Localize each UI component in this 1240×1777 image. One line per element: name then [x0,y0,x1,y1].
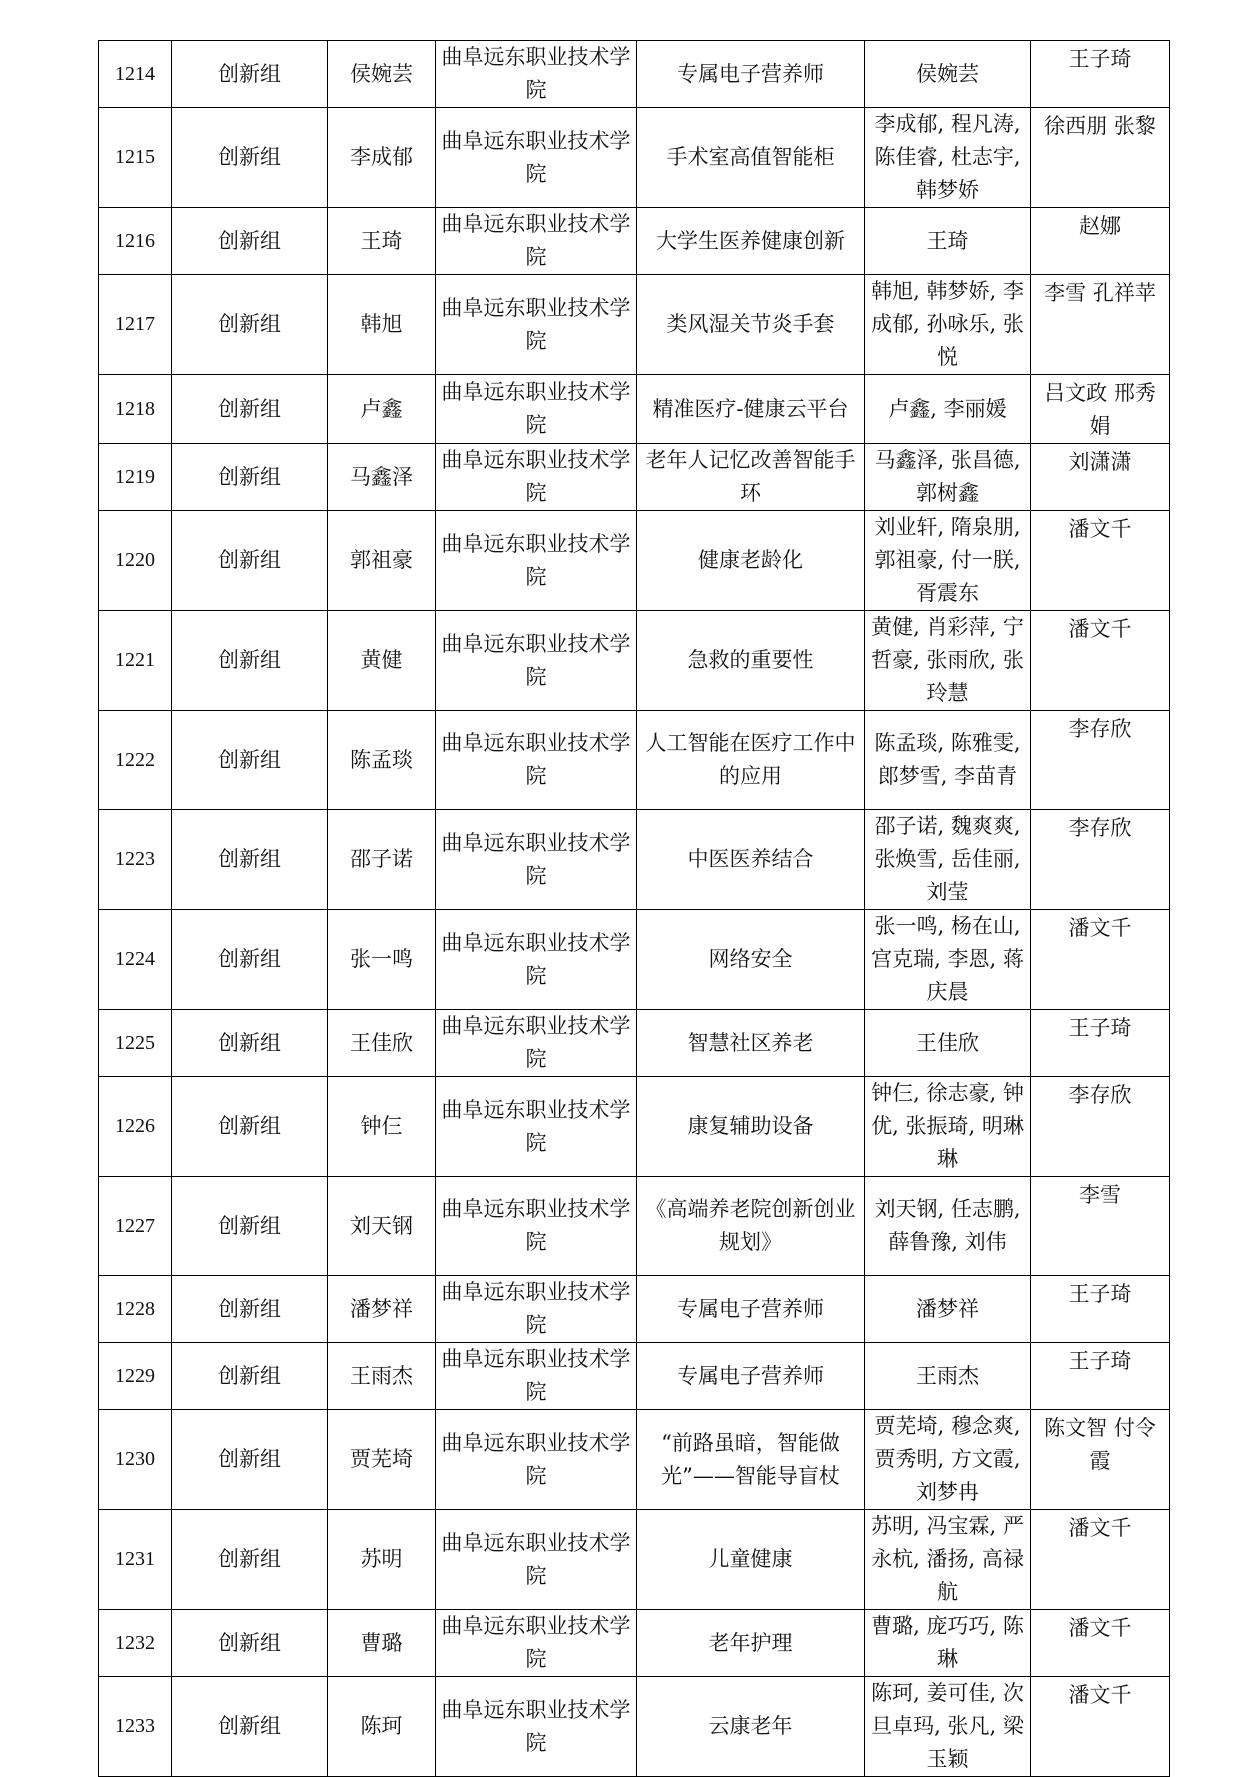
school-name: 曲阜远东职业技术学院 [436,108,637,208]
team-members: 苏明, 冯宝霖, 严永杭, 潘扬, 高禄航 [865,1510,1031,1610]
table-row [99,511,1170,611]
group-name: 创新组 [172,611,328,711]
advisor-names: 潘文千 [1031,1510,1170,1610]
group-name: 创新组 [172,1610,328,1677]
project-title: 中医医养结合 [637,810,865,910]
advisor-names: 王子琦 [1031,1010,1170,1077]
group-name: 创新组 [172,375,328,444]
school-name: 曲阜远东职业技术学院 [436,511,637,611]
advisor-names: 王子琦 [1031,1343,1170,1410]
school-name: 曲阜远东职业技术学院 [436,1077,637,1177]
team-leader: 钟仨 [328,1077,436,1177]
entry-id: 1228 [99,1276,172,1343]
table-row [99,108,1170,208]
table-row [99,444,1170,511]
group-name: 创新组 [172,711,328,810]
school-name: 曲阜远东职业技术学院 [436,1276,637,1343]
group-name: 创新组 [172,910,328,1010]
project-title: 大学生医养健康创新 [637,208,865,275]
school-name: 曲阜远东职业技术学院 [436,375,637,444]
team-members: 钟仨, 徐志豪, 钟优, 张振琦, 明琳琳 [865,1077,1031,1177]
team-members: 王佳欣 [865,1010,1031,1077]
school-name: 曲阜远东职业技术学院 [436,810,637,910]
advisor-names: 李存欣 [1031,1077,1170,1177]
group-name: 创新组 [172,208,328,275]
project-title: 云康老年 [637,1677,865,1777]
entry-id: 1227 [99,1177,172,1276]
table-row [99,810,1170,910]
group-name: 创新组 [172,1343,328,1410]
entry-id: 1233 [99,1677,172,1777]
advisor-names: 李存欣 [1031,711,1170,810]
table-row [99,1177,1170,1276]
team-leader: 王佳欣 [328,1010,436,1077]
entry-id: 1223 [99,810,172,910]
school-name: 曲阜远东职业技术学院 [436,444,637,511]
advisor-names: 潘文千 [1031,511,1170,611]
project-title: 急救的重要性 [637,611,865,711]
team-leader: 韩旭 [328,275,436,375]
team-members: 黄健, 肖彩萍, 宁哲豪, 张雨欣, 张玲慧 [865,611,1031,711]
team-leader: 刘天钢 [328,1177,436,1276]
entry-id: 1232 [99,1610,172,1677]
table-row [99,1010,1170,1077]
project-title: 专属电子营养师 [637,41,865,108]
entry-id: 1224 [99,910,172,1010]
team-members: 王琦 [865,208,1031,275]
group-name: 创新组 [172,511,328,611]
table-row [99,1343,1170,1410]
project-title: 儿童健康 [637,1510,865,1610]
group-name: 创新组 [172,444,328,511]
school-name: 曲阜远东职业技术学院 [436,1343,637,1410]
entry-id: 1215 [99,108,172,208]
advisor-names: 刘潇潇 [1031,444,1170,511]
school-name: 曲阜远东职业技术学院 [436,208,637,275]
advisor-names: 李存欣 [1031,810,1170,910]
roster-table [98,40,1170,1777]
advisor-names: 潘文千 [1031,1677,1170,1777]
entry-id: 1214 [99,41,172,108]
group-name: 创新组 [172,1177,328,1276]
entry-id: 1226 [99,1077,172,1177]
team-leader: 邵子诺 [328,810,436,910]
project-title: 精准医疗-健康云平台 [637,375,865,444]
table-row [99,1077,1170,1177]
team-members: 贾芜埼, 穆念爽, 贾秀明, 方文霞, 刘梦冉 [865,1410,1031,1510]
team-members: 马鑫泽, 张昌德, 郭树鑫 [865,444,1031,511]
team-members: 陈珂, 姜可佳, 次旦卓玛, 张凡, 梁玉颖 [865,1677,1031,1777]
team-leader: 马鑫泽 [328,444,436,511]
table-row [99,375,1170,444]
roster-body [99,41,1170,1777]
school-name: 曲阜远东职业技术学院 [436,1510,637,1610]
table-row [99,1610,1170,1677]
team-leader: 曹璐 [328,1610,436,1677]
table-row [99,711,1170,810]
advisor-names: 王子琦 [1031,1276,1170,1343]
team-leader: 潘梦祥 [328,1276,436,1343]
team-members: 刘天钢, 任志鹏, 薛鲁豫, 刘伟 [865,1177,1031,1276]
table-row [99,1276,1170,1343]
team-members: 潘梦祥 [865,1276,1031,1343]
team-leader: 郭祖豪 [328,511,436,611]
school-name: 曲阜远东职业技术学院 [436,1410,637,1510]
table-row [99,1410,1170,1510]
school-name: 曲阜远东职业技术学院 [436,275,637,375]
school-name: 曲阜远东职业技术学院 [436,1010,637,1077]
project-title: 老年护理 [637,1610,865,1677]
project-title: 类风湿关节炎手套 [637,275,865,375]
entry-id: 1230 [99,1410,172,1510]
advisor-names: 陈文智 付令霞 [1031,1410,1170,1510]
advisor-names: 潘文千 [1031,1610,1170,1677]
team-leader: 卢鑫 [328,375,436,444]
table-row [99,1677,1170,1777]
entry-id: 1225 [99,1010,172,1077]
project-title: 老年人记忆改善智能手环 [637,444,865,511]
advisor-names: 潘文千 [1031,910,1170,1010]
entry-id: 1222 [99,711,172,810]
team-leader: 王琦 [328,208,436,275]
entry-id: 1217 [99,275,172,375]
team-leader: 黄健 [328,611,436,711]
group-name: 创新组 [172,1410,328,1510]
group-name: 创新组 [172,1077,328,1177]
team-members: 卢鑫, 李丽媛 [865,375,1031,444]
group-name: 创新组 [172,1510,328,1610]
group-name: 创新组 [172,1677,328,1777]
project-title: 专属电子营养师 [637,1343,865,1410]
table-row [99,611,1170,711]
team-members: 李成郁, 程凡涛, 陈佳睿, 杜志宇, 韩梦娇 [865,108,1031,208]
table-row [99,910,1170,1010]
table-row [99,275,1170,375]
team-members: 陈孟琰, 陈雅雯, 郎梦雪, 李苗青 [865,711,1031,810]
team-members: 刘业轩, 隋泉朋, 郭祖豪, 付一朕, 胥震东 [865,511,1031,611]
table-row [99,1510,1170,1610]
group-name: 创新组 [172,275,328,375]
team-leader: 张一鸣 [328,910,436,1010]
team-leader: 陈孟琰 [328,711,436,810]
project-title: 智慧社区养老 [637,1010,865,1077]
project-title: 健康老龄化 [637,511,865,611]
table-row [99,41,1170,108]
advisor-names: 徐西朋 张黎 [1031,108,1170,208]
advisor-names: 潘文千 [1031,611,1170,711]
school-name: 曲阜远东职业技术学院 [436,41,637,108]
team-leader: 陈珂 [328,1677,436,1777]
school-name: 曲阜远东职业技术学院 [436,1677,637,1777]
entry-id: 1220 [99,511,172,611]
advisor-names: 吕文政 邢秀娟 [1031,375,1170,444]
team-leader: 侯婉芸 [328,41,436,108]
table-row [99,208,1170,275]
entry-id: 1231 [99,1510,172,1610]
group-name: 创新组 [172,41,328,108]
school-name: 曲阜远东职业技术学院 [436,1610,637,1677]
project-title: “前路虽暗，智能做光”——智能导盲杖 [637,1410,865,1510]
entry-id: 1229 [99,1343,172,1410]
team-leader: 李成郁 [328,108,436,208]
team-members: 王雨杰 [865,1343,1031,1410]
entry-id: 1219 [99,444,172,511]
project-title: 专属电子营养师 [637,1276,865,1343]
team-members: 侯婉芸 [865,41,1031,108]
project-title: 《高端养老院创新创业规划》 [637,1177,865,1276]
school-name: 曲阜远东职业技术学院 [436,1177,637,1276]
school-name: 曲阜远东职业技术学院 [436,910,637,1010]
team-members: 曹璐, 庞巧巧, 陈琳 [865,1610,1031,1677]
advisor-names: 李雪 孔祥苹 [1031,275,1170,375]
entry-id: 1221 [99,611,172,711]
advisor-names: 王子琦 [1031,41,1170,108]
team-members: 韩旭, 韩梦娇, 李成郁, 孙咏乐, 张悦 [865,275,1031,375]
group-name: 创新组 [172,810,328,910]
team-members: 张一鸣, 杨在山, 宫克瑞, 李恩, 蒋庆晨 [865,910,1031,1010]
team-leader: 苏明 [328,1510,436,1610]
group-name: 创新组 [172,1276,328,1343]
team-leader: 贾芜埼 [328,1410,436,1510]
team-members: 邵子诺, 魏爽爽, 张焕雪, 岳佳丽, 刘莹 [865,810,1031,910]
entry-id: 1216 [99,208,172,275]
advisor-names: 赵娜 [1031,208,1170,275]
team-leader: 王雨杰 [328,1343,436,1410]
group-name: 创新组 [172,108,328,208]
school-name: 曲阜远东职业技术学院 [436,611,637,711]
group-name: 创新组 [172,1010,328,1077]
advisor-names: 李雪 [1031,1177,1170,1276]
project-title: 手术室高值智能柜 [637,108,865,208]
entry-id: 1218 [99,375,172,444]
project-title: 康复辅助设备 [637,1077,865,1177]
school-name: 曲阜远东职业技术学院 [436,711,637,810]
project-title: 网络安全 [637,910,865,1010]
project-title: 人工智能在医疗工作中的应用 [637,711,865,810]
